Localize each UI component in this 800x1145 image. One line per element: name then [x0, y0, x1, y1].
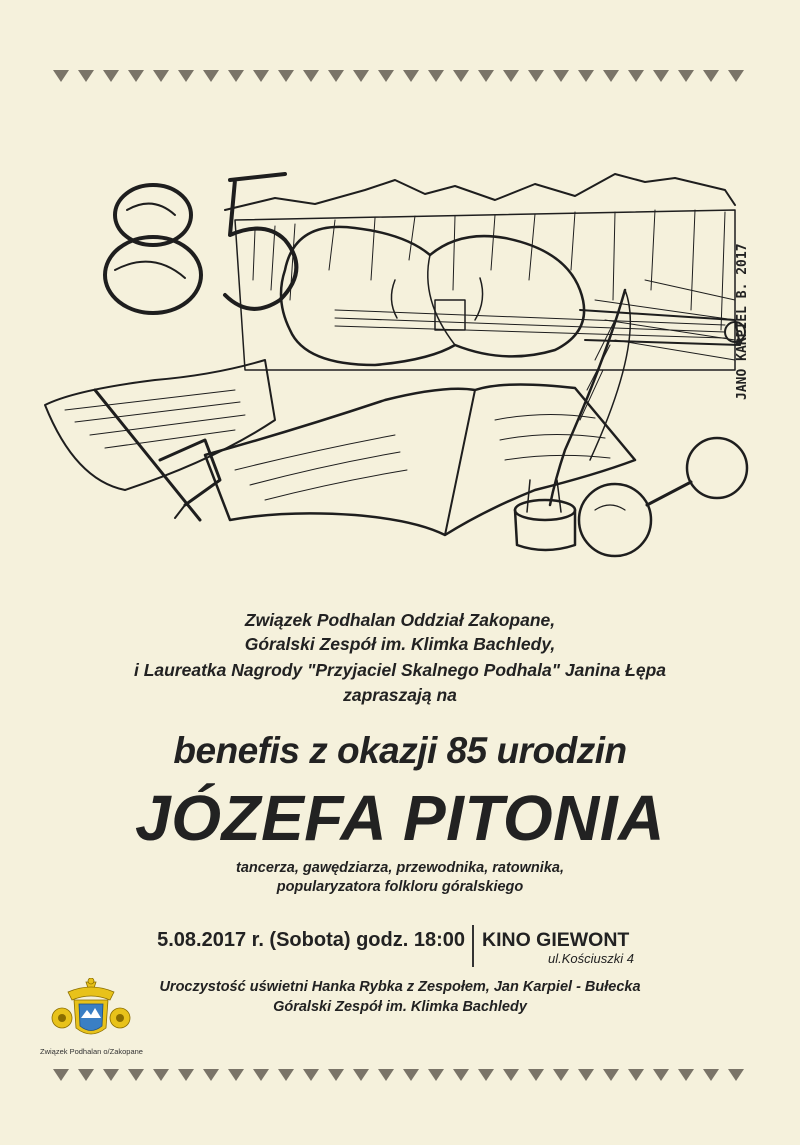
border-triangle: [353, 1069, 369, 1081]
inkwell: [515, 480, 575, 550]
border-triangle: [403, 70, 419, 82]
border-triangle: [728, 1069, 744, 1081]
border-triangle: [453, 1069, 469, 1081]
honoree-description-line-2: popularyzatora folkloru góralskiego: [276, 879, 524, 895]
organizer-line-2: Góralski Zespół im. Klimka Bachledy,: [244, 634, 556, 654]
honoree-name: JÓZEFA PITONIA: [135, 782, 665, 854]
border-triangle: [528, 70, 544, 82]
event-details: [0, 925, 800, 969]
border-triangle: [578, 70, 594, 82]
border-triangle: [378, 70, 394, 82]
border-triangle: [628, 70, 644, 82]
border-triangle: [328, 1069, 344, 1081]
invitation-phrase: zapraszają na: [343, 685, 457, 705]
border-triangle: [678, 70, 694, 82]
border-triangle: [428, 70, 444, 82]
border-triangle: [253, 70, 269, 82]
vertical-divider: [472, 925, 474, 967]
border-triangle: [128, 70, 144, 82]
bottom-triangle-border-svg: [50, 1068, 750, 1082]
border-triangle: [278, 1069, 294, 1081]
mountain-range: [225, 174, 735, 210]
rock-hatching: [65, 390, 245, 448]
border-triangle: [728, 70, 744, 82]
border-triangle: [578, 1069, 594, 1081]
border-triangle: [653, 70, 669, 82]
organizer-line-1: Związek Podhalan Oddział Zakopane,: [244, 610, 556, 630]
violin: [281, 227, 745, 365]
border-triangle: [103, 70, 119, 82]
artist-signature: JANO KARPIEL B. 2017: [735, 243, 750, 400]
border-triangle: [78, 1069, 94, 1081]
border-triangle: [453, 70, 469, 82]
border-triangle: [53, 70, 69, 82]
border-triangle: [353, 70, 369, 82]
border-triangle: [553, 70, 569, 82]
border-triangle: [503, 70, 519, 82]
round-bells: [579, 438, 747, 556]
border-triangle: [53, 1069, 69, 1081]
border-triangle: [303, 70, 319, 82]
border-triangle: [153, 70, 169, 82]
bottom-triangle-border: [50, 1068, 750, 1082]
border-triangle: [703, 1069, 719, 1081]
border-triangle: [278, 70, 294, 82]
organizer-line-3: i Laureatka Nagrody "Przyjaciel Skalnego Podhala" Janina Łępa: [133, 660, 667, 680]
border-triangle: [128, 1069, 144, 1081]
border-triangle: [203, 1069, 219, 1081]
event-datetime: 5.08.2017 r. (Sobota) godz. 18:00: [157, 929, 465, 951]
border-triangle: [478, 70, 494, 82]
border-triangle: [403, 1069, 419, 1081]
border-triangle: [203, 70, 219, 82]
organization-emblem: [50, 978, 132, 1044]
border-triangle: [653, 1069, 669, 1081]
border-triangle: [303, 1069, 319, 1081]
border-triangle: [253, 1069, 269, 1081]
emblem-caption: Związek Podhalan o/Zakopane: [40, 1047, 143, 1056]
performers-line-1: Uroczystość uświetni Hanka Rybka z Zespołem, Jan Karpiel - Bułecka: [159, 979, 641, 995]
border-triangle: [103, 1069, 119, 1081]
open-book: [205, 384, 635, 535]
border-triangle: [503, 1069, 519, 1081]
top-triangle-border: [50, 69, 750, 83]
border-triangle: [428, 1069, 444, 1081]
border-triangle: [478, 1069, 494, 1081]
border-triangle: [328, 70, 344, 82]
border-triangle: [603, 1069, 619, 1081]
border-triangle: [678, 1069, 694, 1081]
border-triangle: [78, 70, 94, 82]
border-triangle: [378, 1069, 394, 1081]
venue-address: ul.Kościuszki 4: [548, 951, 634, 966]
border-triangle: [178, 1069, 194, 1081]
emblem-icon: [50, 978, 132, 1044]
border-triangle: [153, 1069, 169, 1081]
honoree-description-line-1: tancerza, gawędziarza, przewodnika, ratownika,: [236, 860, 564, 876]
border-triangle: [228, 1069, 244, 1081]
border-triangle: [603, 70, 619, 82]
event-headline: benefis z okazji 85 urodzin: [173, 730, 627, 771]
border-triangle: [228, 70, 244, 82]
border-triangle: [528, 1069, 544, 1081]
border-triangle: [703, 70, 719, 82]
event-venue: KINO GIEWONT: [482, 929, 630, 951]
border-triangle: [178, 70, 194, 82]
top-triangle-border-svg: [50, 69, 750, 83]
violin-book-quill-illustration: [35, 160, 775, 590]
axe: [95, 390, 220, 520]
number-85-ornament: [105, 174, 296, 313]
border-triangle: [628, 1069, 644, 1081]
performers-line-2: Góralski Zespół im. Klimka Bachledy: [273, 999, 527, 1015]
border-triangle: [553, 1069, 569, 1081]
